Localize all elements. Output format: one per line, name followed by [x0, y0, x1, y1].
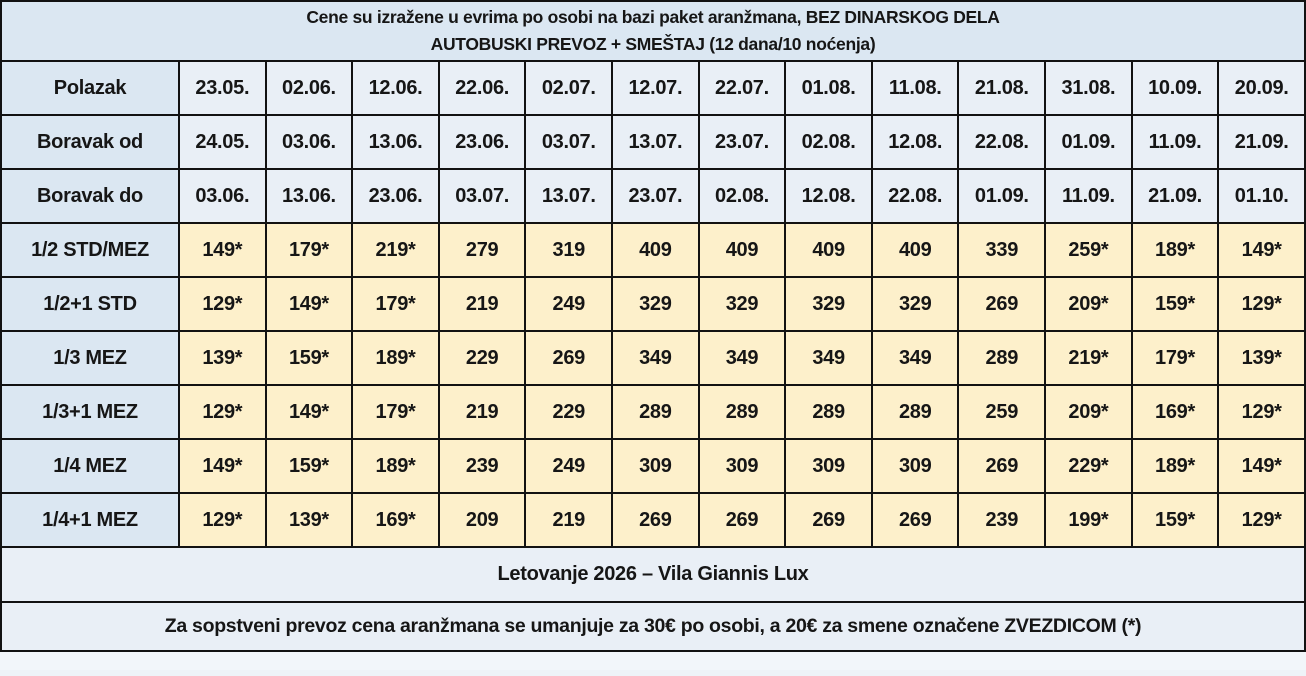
date-cell: 11.09. [1132, 115, 1219, 169]
price-cell: 279 [439, 223, 526, 277]
price-cell: 249 [525, 277, 612, 331]
price-cell: 319 [525, 223, 612, 277]
price-cell: 209* [1045, 385, 1132, 439]
price-cell: 349 [612, 331, 699, 385]
price-cell: 179* [266, 223, 353, 277]
price-cell: 169* [352, 493, 439, 547]
price-row [1, 493, 1305, 547]
note-text: Za sopstveni prevoz cena aranžmana se umanjuje za 30€ po osobi, a 20€ za smene označene ZVEZDICOM (*) [1, 602, 1305, 651]
date-cell: 21.09. [1132, 169, 1219, 223]
price-cell: 159* [266, 331, 353, 385]
price-cell: 229 [525, 385, 612, 439]
price-cell: 129* [179, 493, 266, 547]
row-label: Polazak [1, 61, 179, 115]
date-cell: 23.07. [699, 115, 786, 169]
price-cell: 349 [785, 331, 872, 385]
price-cell: 199* [1045, 493, 1132, 547]
price-cell: 259* [1045, 223, 1132, 277]
row-label: 1/3+1 MEZ [1, 385, 179, 439]
price-cell: 269 [785, 493, 872, 547]
price-cell: 229 [439, 331, 526, 385]
date-cell: 23.07. [612, 169, 699, 223]
price-cell: 149* [1218, 223, 1305, 277]
date-cell: 22.08. [872, 169, 959, 223]
date-cell: 31.08. [1045, 61, 1132, 115]
date-cell: 03.06. [179, 169, 266, 223]
price-cell: 189* [352, 331, 439, 385]
date-cell: 13.06. [266, 169, 353, 223]
date-cell: 11.08. [872, 61, 959, 115]
price-cell: 179* [1132, 331, 1219, 385]
price-cell: 129* [179, 385, 266, 439]
price-cell: 159* [1132, 277, 1219, 331]
date-cell: 12.08. [872, 115, 959, 169]
date-cell: 23.05. [179, 61, 266, 115]
price-cell: 209* [1045, 277, 1132, 331]
row-label: Boravak od [1, 115, 179, 169]
price-cell: 239 [439, 439, 526, 493]
price-cell: 139* [266, 493, 353, 547]
price-cell: 409 [785, 223, 872, 277]
date-cell: 22.08. [958, 115, 1045, 169]
table-title-line2: AUTOBUSKI PREVOZ + SMEŠTAJ (12 dana/10 noćenja) [430, 34, 876, 54]
price-cell: 189* [1132, 439, 1219, 493]
price-cell: 179* [352, 385, 439, 439]
date-cell: 23.06. [439, 115, 526, 169]
price-cell: 149* [1218, 439, 1305, 493]
price-cell: 179* [352, 277, 439, 331]
row-label: 1/2 STD/MEZ [1, 223, 179, 277]
price-cell: 409 [699, 223, 786, 277]
date-cell: 23.06. [352, 169, 439, 223]
price-cell: 219* [352, 223, 439, 277]
date-cell: 03.07. [525, 115, 612, 169]
price-cell: 149* [179, 439, 266, 493]
price-cell: 329 [699, 277, 786, 331]
price-cell: 409 [872, 223, 959, 277]
date-cell: 21.08. [958, 61, 1045, 115]
price-cell: 309 [785, 439, 872, 493]
date-cell: 12.06. [352, 61, 439, 115]
price-cell: 289 [699, 385, 786, 439]
price-cell: 269 [872, 493, 959, 547]
note-row [1, 602, 1305, 651]
date-cell: 12.07. [612, 61, 699, 115]
date-cell: 03.06. [266, 115, 353, 169]
promo-row [1, 547, 1305, 602]
price-cell: 129* [1218, 385, 1305, 439]
price-cell: 139* [179, 331, 266, 385]
price-cell: 189* [1132, 223, 1219, 277]
price-cell: 309 [699, 439, 786, 493]
table-title [1, 1, 1305, 61]
date-cell: 01.10. [1218, 169, 1305, 223]
price-cell: 129* [1218, 277, 1305, 331]
page-bottom-margin [0, 670, 1306, 676]
price-row [1, 439, 1305, 493]
price-row [1, 277, 1305, 331]
price-row [1, 385, 1305, 439]
date-cell: 01.09. [958, 169, 1045, 223]
price-cell: 269 [958, 439, 1045, 493]
date-cell: 02.07. [525, 61, 612, 115]
date-cell: 10.09. [1132, 61, 1219, 115]
row-label: 1/3 MEZ [1, 331, 179, 385]
row-label: 1/2+1 STD [1, 277, 179, 331]
date-cell: 03.07. [439, 169, 526, 223]
price-cell: 219* [1045, 331, 1132, 385]
price-cell: 269 [958, 277, 1045, 331]
date-cell: 02.08. [699, 169, 786, 223]
date-cell: 22.06. [439, 61, 526, 115]
price-cell: 269 [525, 331, 612, 385]
price-cell: 159* [266, 439, 353, 493]
promo-text: Letovanje 2026 – Vila Giannis Lux [1, 547, 1305, 602]
price-cell: 249 [525, 439, 612, 493]
price-cell: 349 [872, 331, 959, 385]
price-cell: 309 [612, 439, 699, 493]
date-cell: 02.06. [266, 61, 353, 115]
date-cell: 13.06. [352, 115, 439, 169]
date-cell: 24.05. [179, 115, 266, 169]
price-cell: 229* [1045, 439, 1132, 493]
price-cell: 129* [179, 277, 266, 331]
price-cell: 139* [1218, 331, 1305, 385]
date-cell: 13.07. [525, 169, 612, 223]
date-cell: 13.07. [612, 115, 699, 169]
date-cell: 01.09. [1045, 115, 1132, 169]
price-cell: 149* [266, 385, 353, 439]
price-cell: 219 [439, 385, 526, 439]
price-cell: 239 [958, 493, 1045, 547]
date-cell: 20.09. [1218, 61, 1305, 115]
price-cell: 189* [352, 439, 439, 493]
price-row [1, 331, 1305, 385]
date-cell: 01.08. [785, 61, 872, 115]
date-row [1, 115, 1305, 169]
price-cell: 129* [1218, 493, 1305, 547]
table-title-row [1, 1, 1305, 61]
price-cell: 209 [439, 493, 526, 547]
date-cell: 12.08. [785, 169, 872, 223]
row-label: 1/4+1 MEZ [1, 493, 179, 547]
date-cell: 02.08. [785, 115, 872, 169]
price-cell: 329 [785, 277, 872, 331]
table-title-line1: Cene su izražene u evrima po osobi na bazi paket aranžmana, BEZ DINARSKOG DELA [306, 6, 1000, 27]
price-cell: 329 [872, 277, 959, 331]
date-row [1, 169, 1305, 223]
price-cell: 289 [612, 385, 699, 439]
date-cell: 21.09. [1218, 115, 1305, 169]
price-cell: 339 [958, 223, 1045, 277]
date-cell: 22.07. [699, 61, 786, 115]
price-cell: 259 [958, 385, 1045, 439]
price-row [1, 223, 1305, 277]
price-cell: 309 [872, 439, 959, 493]
row-label: Boravak do [1, 169, 179, 223]
price-cell: 219 [439, 277, 526, 331]
price-cell: 289 [958, 331, 1045, 385]
price-cell: 409 [612, 223, 699, 277]
row-label: 1/4 MEZ [1, 439, 179, 493]
price-cell: 289 [872, 385, 959, 439]
price-cell: 269 [699, 493, 786, 547]
price-cell: 149* [179, 223, 266, 277]
price-cell: 349 [699, 331, 786, 385]
price-cell: 159* [1132, 493, 1219, 547]
date-cell: 11.09. [1045, 169, 1132, 223]
price-cell: 269 [612, 493, 699, 547]
date-row [1, 61, 1305, 115]
price-cell: 219 [525, 493, 612, 547]
price-cell: 289 [785, 385, 872, 439]
price-cell: 149* [266, 277, 353, 331]
price-cell: 169* [1132, 385, 1219, 439]
price-cell: 329 [612, 277, 699, 331]
